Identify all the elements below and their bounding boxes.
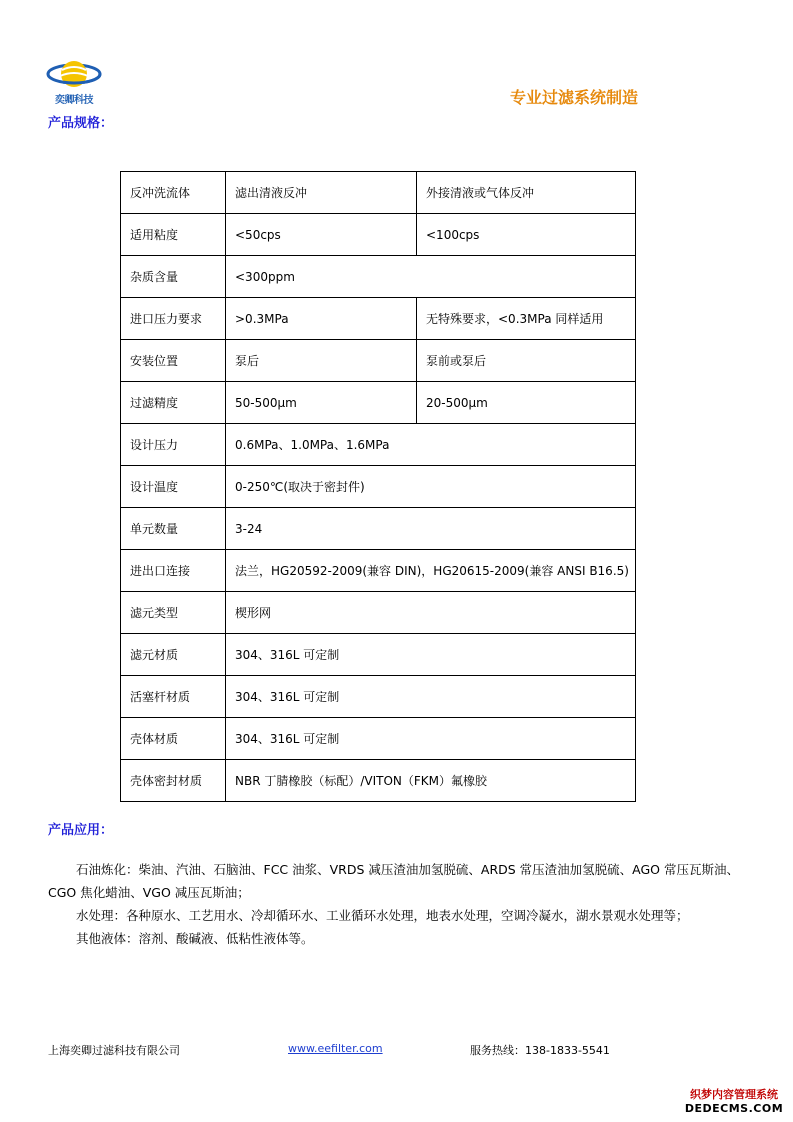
spec-label: 适用粘度 [121,214,226,256]
logo-text: 奕卿科技 [55,95,93,106]
spec-row [121,340,636,382]
spec-label: 安装位置 [121,340,226,382]
spec-section-title: 产品规格： [48,116,114,131]
application-water: 水处理：各种原水、工艺用水、冷却循环水、工业循环水处理，地表水处理，空调冷凝水，湖水景观水处理等； [76,908,689,923]
spec-value: 法兰，HG20592-2009(兼容 DIN)，HG20615-2009(兼容 ANSI B16.5) [226,550,636,592]
application-petrochem: 石油炼化：柴油、汽油、石脑油、FCC 油浆、VRDS 减压渣油加氢脱硫、ARDS 常压渣油加氢脱硫、AGO 常压瓦斯油、CGO 焦化蜡油、VGO 减压瓦斯油； [48,862,739,900]
spec-value-alt: 无特殊要求，<0.3MPa 同样适用 [417,298,636,340]
header-slogan: 专业过滤系统制造 [510,88,639,107]
spec-label: 进口压力要求 [121,298,226,340]
application-other: 其他液体：溶剂、酸碱液、低粘性液体等。 [76,931,314,946]
spec-value: 50-500μm [226,382,417,424]
spec-value: <300ppm [226,256,636,298]
spec-value: 3-24 [226,508,636,550]
spec-row [121,550,636,592]
spec-value: 泵后 [226,340,417,382]
spec-row [121,466,636,508]
spec-label: 单元数量 [121,508,226,550]
spec-value: 304、316L 可定制 [226,676,636,718]
spec-row [121,382,636,424]
spec-label: 滤元类型 [121,592,226,634]
spec-value: NBR 丁腈橡胶（标配）/VITON（FKM）氟橡胶 [226,760,636,802]
spec-label: 进出口连接 [121,550,226,592]
footer-hotline: 服务热线：138-1833-5541 [470,1044,610,1057]
spec-value-alt: 泵前或泵后 [417,340,636,382]
application-section-title: 产品应用： [48,823,114,838]
spec-value: <50cps [226,214,417,256]
footer-website-link[interactable]: www.eefilter.com [288,1042,383,1055]
spec-label: 杂质含量 [121,256,226,298]
application-text [48,858,748,950]
spec-row [121,760,636,802]
watermark-line2: DEDECMS.COM [684,1102,784,1115]
spec-label: 活塞杆材质 [121,676,226,718]
spec-value: 0.6MPa、1.0MPa、1.6MPa [226,424,636,466]
spec-row [121,256,636,298]
spec-row [121,298,636,340]
spec-value-alt: <100cps [417,214,636,256]
spec-value: 304、316L 可定制 [226,718,636,760]
footer-company: 上海奕卿过滤科技有限公司 [48,1044,180,1057]
spec-label: 设计温度 [121,466,226,508]
spec-label: 壳体材质 [121,718,226,760]
spec-label: 设计压力 [121,424,226,466]
spec-row [121,634,636,676]
spec-row [121,214,636,256]
spec-row [121,508,636,550]
spec-value-alt: 外接清液或气体反冲 [417,172,636,214]
spec-row [121,592,636,634]
spec-value: 楔形网 [226,592,636,634]
spec-value: 滤出清液反冲 [226,172,417,214]
spec-row [121,718,636,760]
watermark [684,1088,784,1116]
spec-label: 滤元材质 [121,634,226,676]
spec-label: 反冲洗流体 [121,172,226,214]
spec-label: 过滤精度 [121,382,226,424]
spec-value-alt: 20-500μm [417,382,636,424]
spec-value: 0-250℃(取决于密封件) [226,466,636,508]
watermark-line1: 织梦内容管理系统 [690,1088,778,1101]
spec-row [121,424,636,466]
spec-value: 304、316L 可定制 [226,634,636,676]
spec-row [121,676,636,718]
spec-label: 壳体密封材质 [121,760,226,802]
spec-row [121,172,636,214]
spec-value: >0.3MPa [226,298,417,340]
spec-table [120,171,636,802]
